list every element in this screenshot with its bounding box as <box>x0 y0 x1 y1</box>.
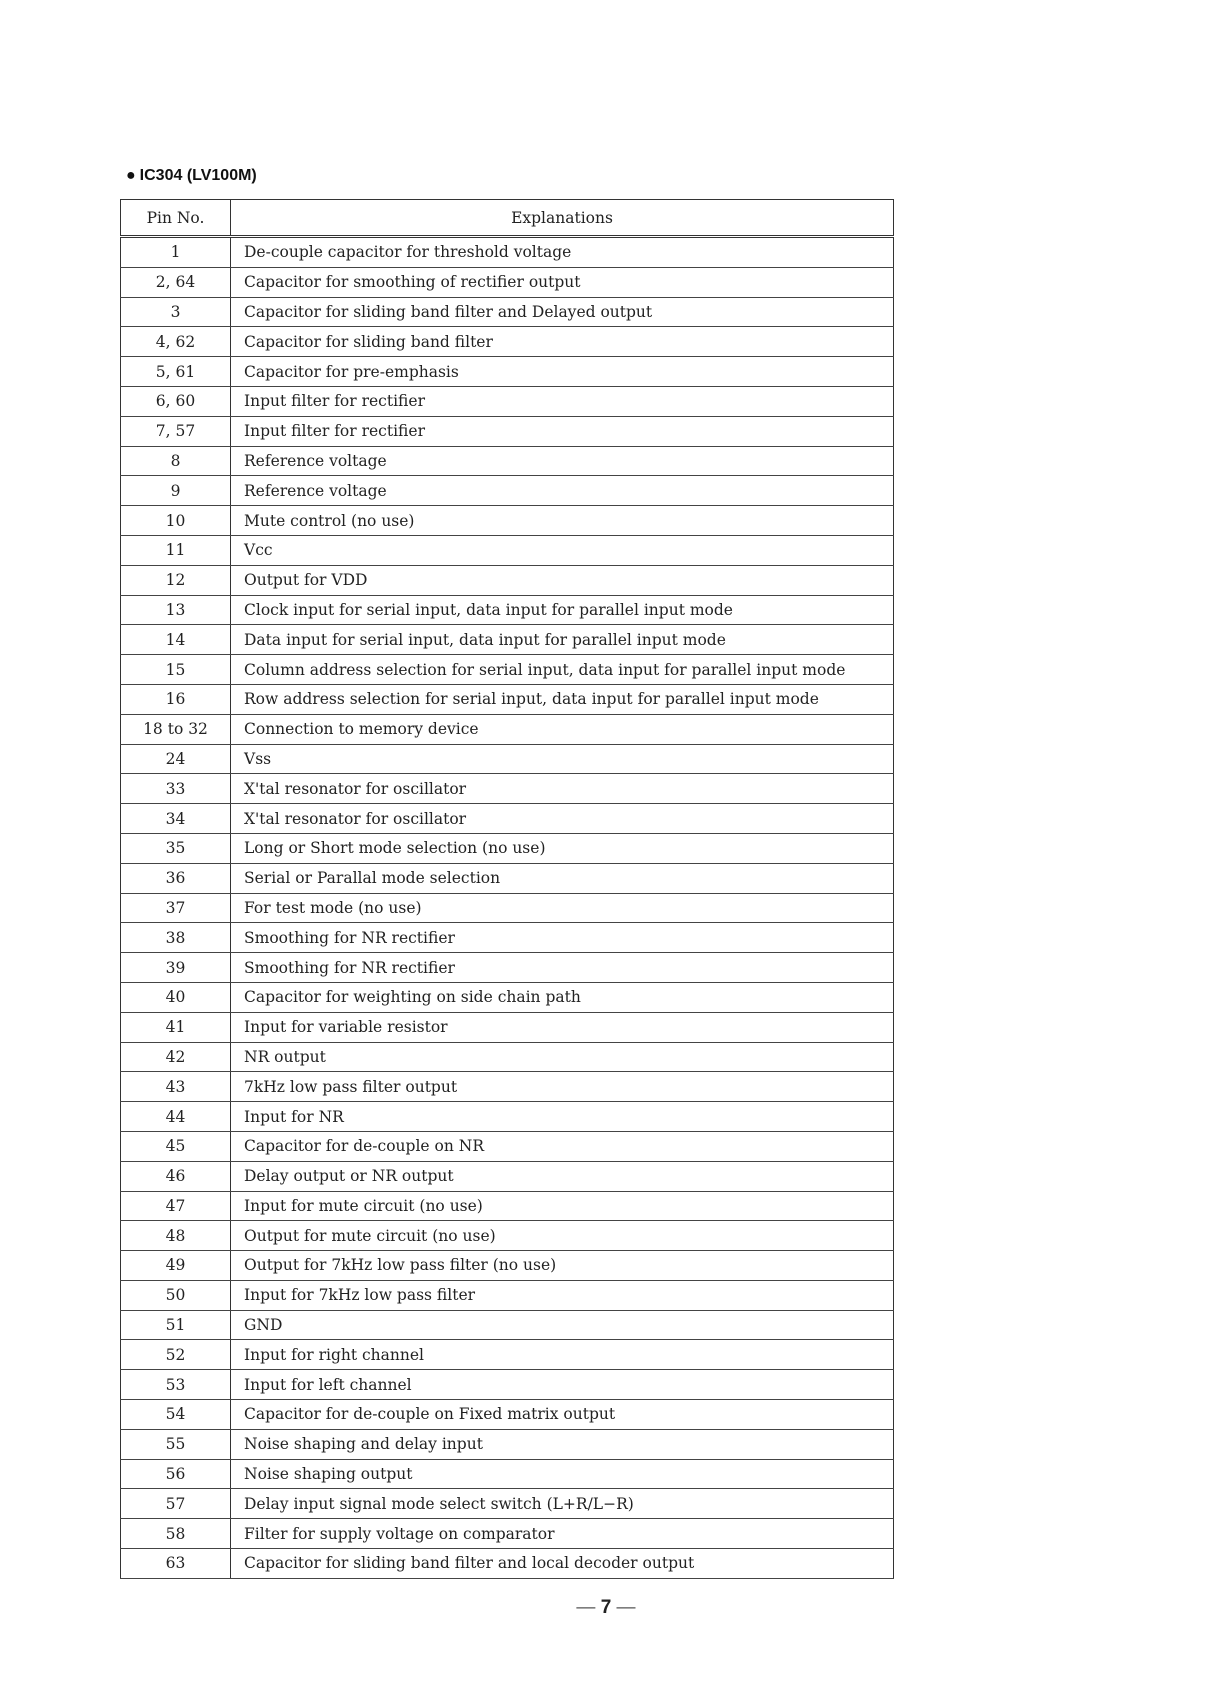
pin-number-cell: 50 <box>121 1280 231 1310</box>
table-row <box>121 1161 894 1191</box>
pin-number-cell: 39 <box>121 953 231 983</box>
explanation-cell: X'tal resonator for oscillator <box>231 804 894 834</box>
pin-number-cell: 58 <box>121 1519 231 1549</box>
table-row <box>121 1519 894 1549</box>
explanation-cell: Column address selection for serial input, data input for parallel input mode <box>231 655 894 685</box>
explanation-cell: GND <box>231 1310 894 1340</box>
explanation-cell: Serial or Parallal mode selection <box>231 863 894 893</box>
explanation-cell: Input for NR <box>231 1102 894 1132</box>
explanation-cell: Vcc <box>231 535 894 565</box>
table-row <box>121 595 894 625</box>
explanation-cell: Mute control (no use) <box>231 506 894 536</box>
table-row <box>121 1131 894 1161</box>
pin-number-cell: 63 <box>121 1549 231 1579</box>
table-row <box>121 1549 894 1579</box>
page-number <box>0 1597 1212 1619</box>
explanation-cell: De-couple capacitor for threshold voltage <box>231 237 894 268</box>
pin-number-cell: 16 <box>121 684 231 714</box>
table-row <box>121 416 894 446</box>
explanation-cell: Capacitor for weighting on side chain path <box>231 982 894 1012</box>
explanation-cell: Smoothing for NR rectifier <box>231 953 894 983</box>
pin-number-cell: 6, 60 <box>121 386 231 416</box>
table-row <box>121 1370 894 1400</box>
table-row <box>121 357 894 387</box>
table-row <box>121 1340 894 1370</box>
table-row <box>121 1191 894 1221</box>
pin-number-cell: 36 <box>121 863 231 893</box>
bullet-icon: ● <box>126 167 136 184</box>
explanation-cell: Delay input signal mode select switch (L+R/L−R) <box>231 1489 894 1519</box>
table-row <box>121 923 894 953</box>
table-row <box>121 863 894 893</box>
table-row <box>121 535 894 565</box>
table-row <box>121 237 894 268</box>
table-row <box>121 982 894 1012</box>
pin-number-cell: 8 <box>121 446 231 476</box>
explanation-cell: Capacitor for de-couple on Fixed matrix output <box>231 1400 894 1430</box>
table-row <box>121 1012 894 1042</box>
pin-number-cell: 43 <box>121 1072 231 1102</box>
explanation-cell: Capacitor for sliding band filter and local decoder output <box>231 1549 894 1579</box>
table-row <box>121 684 894 714</box>
pin-number-cell: 11 <box>121 535 231 565</box>
pin-number-cell: 53 <box>121 1370 231 1400</box>
table-row <box>121 1102 894 1132</box>
explanation-cell: Input for mute circuit (no use) <box>231 1191 894 1221</box>
pin-number-cell: 5, 61 <box>121 357 231 387</box>
dash-icon: — <box>611 1597 636 1618</box>
pin-number-cell: 10 <box>121 506 231 536</box>
table-row <box>121 655 894 685</box>
pin-number-cell: 4, 62 <box>121 327 231 357</box>
table-row <box>121 1072 894 1102</box>
section-title: IC304 (LV100M) <box>139 167 257 184</box>
table-row <box>121 267 894 297</box>
table-row <box>121 506 894 536</box>
explanation-cell: Smoothing for NR rectifier <box>231 923 894 953</box>
pin-column-header: Pin No. <box>121 200 231 237</box>
explanation-cell: Capacitor for sliding band filter <box>231 327 894 357</box>
table-row <box>121 804 894 834</box>
table-row <box>121 774 894 804</box>
pin-number-cell: 54 <box>121 1400 231 1430</box>
explanation-cell: Input for left channel <box>231 1370 894 1400</box>
table-header-row <box>121 200 894 237</box>
pin-number-cell: 15 <box>121 655 231 685</box>
explanation-cell: Input for variable resistor <box>231 1012 894 1042</box>
pin-number-cell: 49 <box>121 1251 231 1281</box>
pin-number-cell: 3 <box>121 297 231 327</box>
pin-number-cell: 18 to 32 <box>121 714 231 744</box>
table-row <box>121 446 894 476</box>
table-row <box>121 893 894 923</box>
explanation-cell: Output for mute circuit (no use) <box>231 1221 894 1251</box>
pin-number-cell: 57 <box>121 1489 231 1519</box>
table-row <box>121 1400 894 1430</box>
explanation-cell: Row address selection for serial input, data input for parallel input mode <box>231 684 894 714</box>
explanation-cell: Delay output or NR output <box>231 1161 894 1191</box>
explanation-cell: Output for VDD <box>231 565 894 595</box>
pin-number-cell: 44 <box>121 1102 231 1132</box>
pin-number-cell: 48 <box>121 1221 231 1251</box>
pin-number-cell: 38 <box>121 923 231 953</box>
pin-number-cell: 46 <box>121 1161 231 1191</box>
table-row <box>121 386 894 416</box>
table-row <box>121 1280 894 1310</box>
table-row <box>121 714 894 744</box>
explanation-cell: Output for 7kHz low pass filter (no use) <box>231 1251 894 1281</box>
pin-number-cell: 37 <box>121 893 231 923</box>
explanation-cell: Noise shaping output <box>231 1459 894 1489</box>
pin-number-cell: 42 <box>121 1042 231 1072</box>
pin-number-cell: 34 <box>121 804 231 834</box>
table-row <box>121 625 894 655</box>
explanation-cell: Noise shaping and delay input <box>231 1429 894 1459</box>
pin-number-cell: 2, 64 <box>121 267 231 297</box>
explanation-cell: Reference voltage <box>231 476 894 506</box>
table-row <box>121 1310 894 1340</box>
explanation-cell: For test mode (no use) <box>231 893 894 923</box>
explanation-cell: Vss <box>231 744 894 774</box>
explanation-cell: Long or Short mode selection (no use) <box>231 833 894 863</box>
explanation-cell: Filter for supply voltage on comparator <box>231 1519 894 1549</box>
pin-number-cell: 14 <box>121 625 231 655</box>
explanation-cell: Input filter for rectifier <box>231 386 894 416</box>
pin-number-cell: 56 <box>121 1459 231 1489</box>
explanation-cell: X'tal resonator for oscillator <box>231 774 894 804</box>
explanation-cell: 7kHz low pass filter output <box>231 1072 894 1102</box>
explanation-cell: Data input for serial input, data input for parallel input mode <box>231 625 894 655</box>
pin-number-cell: 40 <box>121 982 231 1012</box>
pin-number-cell: 12 <box>121 565 231 595</box>
dash-icon: — <box>576 1597 601 1618</box>
table-row <box>121 476 894 506</box>
table-row <box>121 1459 894 1489</box>
section-heading <box>126 167 257 185</box>
explanation-cell: Capacitor for smoothing of rectifier output <box>231 267 894 297</box>
pin-number-cell: 35 <box>121 833 231 863</box>
table-body <box>121 237 894 1579</box>
table-row <box>121 833 894 863</box>
pin-number-cell: 45 <box>121 1131 231 1161</box>
explanation-cell: Clock input for serial input, data input for parallel input mode <box>231 595 894 625</box>
explanation-cell: NR output <box>231 1042 894 1072</box>
table-row <box>121 744 894 774</box>
pin-number-cell: 7, 57 <box>121 416 231 446</box>
table-row <box>121 1429 894 1459</box>
table-row <box>121 1489 894 1519</box>
pin-number-cell: 52 <box>121 1340 231 1370</box>
table-row <box>121 953 894 983</box>
pin-table <box>120 199 894 1579</box>
pin-number-cell: 13 <box>121 595 231 625</box>
explanation-cell: Capacitor for de-couple on NR <box>231 1131 894 1161</box>
explanation-cell: Input filter for rectifier <box>231 416 894 446</box>
table-row <box>121 1251 894 1281</box>
table-row <box>121 1221 894 1251</box>
page-number-value: 7 <box>600 1597 612 1618</box>
explanation-cell: Input for 7kHz low pass filter <box>231 1280 894 1310</box>
pin-number-cell: 51 <box>121 1310 231 1340</box>
explanation-cell: Capacitor for sliding band filter and Delayed output <box>231 297 894 327</box>
pin-number-cell: 33 <box>121 774 231 804</box>
explanation-cell: Reference voltage <box>231 446 894 476</box>
pin-number-cell: 55 <box>121 1429 231 1459</box>
table-row <box>121 565 894 595</box>
explanation-cell: Input for right channel <box>231 1340 894 1370</box>
table-row <box>121 1042 894 1072</box>
pin-number-cell: 9 <box>121 476 231 506</box>
pin-number-cell: 24 <box>121 744 231 774</box>
pin-number-cell: 41 <box>121 1012 231 1042</box>
table-row <box>121 327 894 357</box>
table-row <box>121 297 894 327</box>
pin-number-cell: 1 <box>121 237 231 268</box>
explanation-cell: Capacitor for pre-emphasis <box>231 357 894 387</box>
explanation-cell: Connection to memory device <box>231 714 894 744</box>
pin-number-cell: 47 <box>121 1191 231 1221</box>
explanation-column-header: Explanations <box>231 200 894 237</box>
